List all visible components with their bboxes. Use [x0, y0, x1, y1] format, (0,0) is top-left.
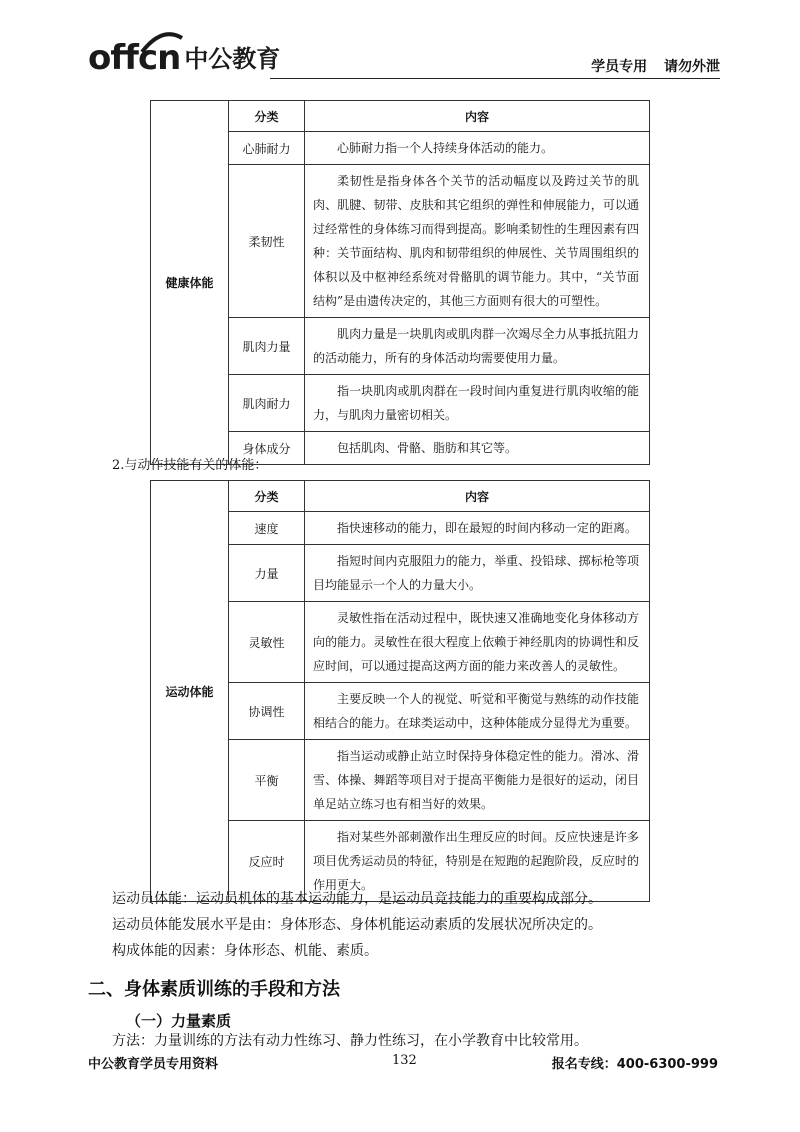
- header-rule: [270, 78, 720, 79]
- section-2-label: 2.与动作技能有关的体能：: [112, 458, 268, 473]
- column-header-content: 内容: [305, 101, 650, 132]
- row-name: 协调性: [229, 683, 305, 740]
- page-header: [88, 30, 720, 80]
- table-category: 运动体能: [151, 481, 229, 902]
- table-category: 健康体能: [151, 101, 229, 465]
- logo-arc-icon: [140, 32, 184, 54]
- row-name: 心肺耐力: [229, 132, 305, 165]
- row-desc: 指当运动或静止站立时保持身体稳定性的能力。滑冰、滑雪、体操、舞蹈等项目对于提高平衡能力是很好的运动，闭目单足站立练习也有相当好的效果。: [305, 740, 650, 821]
- row-desc: 肌肉力量是一块肌肉或肌肉群一次竭尽全力从事抵抗阻力的活动能力，所有的身体活动均需要使用力量。: [305, 318, 650, 375]
- paragraph-method: 方法：力量训练的方法有动力性练习、静力性练习，在小学教育中比较常用。: [112, 1033, 588, 1049]
- footer-hotline: 报名专线：400-6300-999: [551, 1057, 718, 1072]
- row-desc: 指对某些外部刺激作出生理反应的时间。反应快速是许多项目优秀运动员的特征，特别是在短跑的起跑阶段，反应时的作用更大。: [305, 821, 650, 902]
- header-tag-student: 学员专用: [591, 59, 648, 75]
- row-name: 柔韧性: [229, 165, 305, 318]
- page-number: 132: [392, 1053, 417, 1068]
- paragraph-fitness-factors: 构成体能的因素：身体形态、机能、素质。: [112, 943, 378, 959]
- row-name: 灵敏性: [229, 602, 305, 683]
- row-desc: 灵敏性指在活动过程中，既快速又准确地变化身体移动方向的能力。灵敏性在很大程度上依赖于神经肌肉的协调性和反应时间，可以通过提高这两方面的能力来改善人的灵敏性。: [305, 602, 650, 683]
- row-desc: 指一块肌肉或肌肉群在一段时间内重复进行肌肉收缩的能力，与肌肉力量密切相关。: [305, 375, 650, 432]
- logo-latin: offcn: [88, 38, 181, 78]
- row-name: 反应时: [229, 821, 305, 902]
- header-tags: [579, 56, 720, 76]
- column-header-category: 分类: [229, 101, 305, 132]
- footer-label: 中公教育学员专用资料: [88, 1057, 219, 1072]
- motor-fitness-table: [150, 480, 650, 902]
- column-header-category: 分类: [229, 481, 305, 512]
- row-desc: 包括肌肉、骨骼、脂肪和其它等。: [305, 432, 650, 465]
- paragraph-fitness-level: 运动员体能发展水平是由：身体形态、身体机能运动素质的发展状况所决定的。: [112, 917, 602, 933]
- row-desc: 柔韧性是指身体各个关节的活动幅度以及跨过关节的肌肉、肌腱、韧带、皮肤和其它组织的弹性和伸展能力，可以通过经常性的身体练习而得到提高。影响柔韧性的生理因素有四种：关节面结构、肌肉和韧带组织的伸展性、关节周围组织的体积以及中枢神经系统对骨骼肌的调节能力。其中，“关节面结构”是由遗传决定的，其他三方面则有很大的可塑性。: [305, 165, 650, 318]
- row-name: 肌肉耐力: [229, 375, 305, 432]
- subsection-heading: （一）力量素质: [126, 1012, 232, 1030]
- logo-chinese: 中公教育: [184, 45, 281, 73]
- health-fitness-table: [150, 100, 650, 465]
- paragraph-athlete-fitness: 运动员体能：运动员机体的基本运动能力，是运动员竞技能力的重要构成部分。: [112, 891, 602, 907]
- column-header-content: 内容: [305, 481, 650, 512]
- header-tag-confidential: 请勿外泄: [664, 59, 720, 75]
- row-desc: 指短时间内克服阻力的能力，举重、投铅球、掷标枪等项目均能显示一个人的力量大小。: [305, 545, 650, 602]
- row-desc: 指快速移动的能力，即在最短的时间内移动一定的距离。: [305, 512, 650, 545]
- section-heading: 二、身体素质训练的手段和方法: [88, 979, 340, 1000]
- row-name: 身体成分: [229, 432, 305, 465]
- row-desc: 心肺耐力指一个人持续身体活动的能力。: [305, 132, 650, 165]
- row-desc: 主要反映一个人的视觉、听觉和平衡觉与熟练的动作技能相结合的能力。在球类运动中，这种体能成分显得尤为重要。: [305, 683, 650, 740]
- offcn-logo: [88, 36, 280, 76]
- row-name: 平衡: [229, 740, 305, 821]
- row-name: 力量: [229, 545, 305, 602]
- row-name: 速度: [229, 512, 305, 545]
- row-name: 肌肉力量: [229, 318, 305, 375]
